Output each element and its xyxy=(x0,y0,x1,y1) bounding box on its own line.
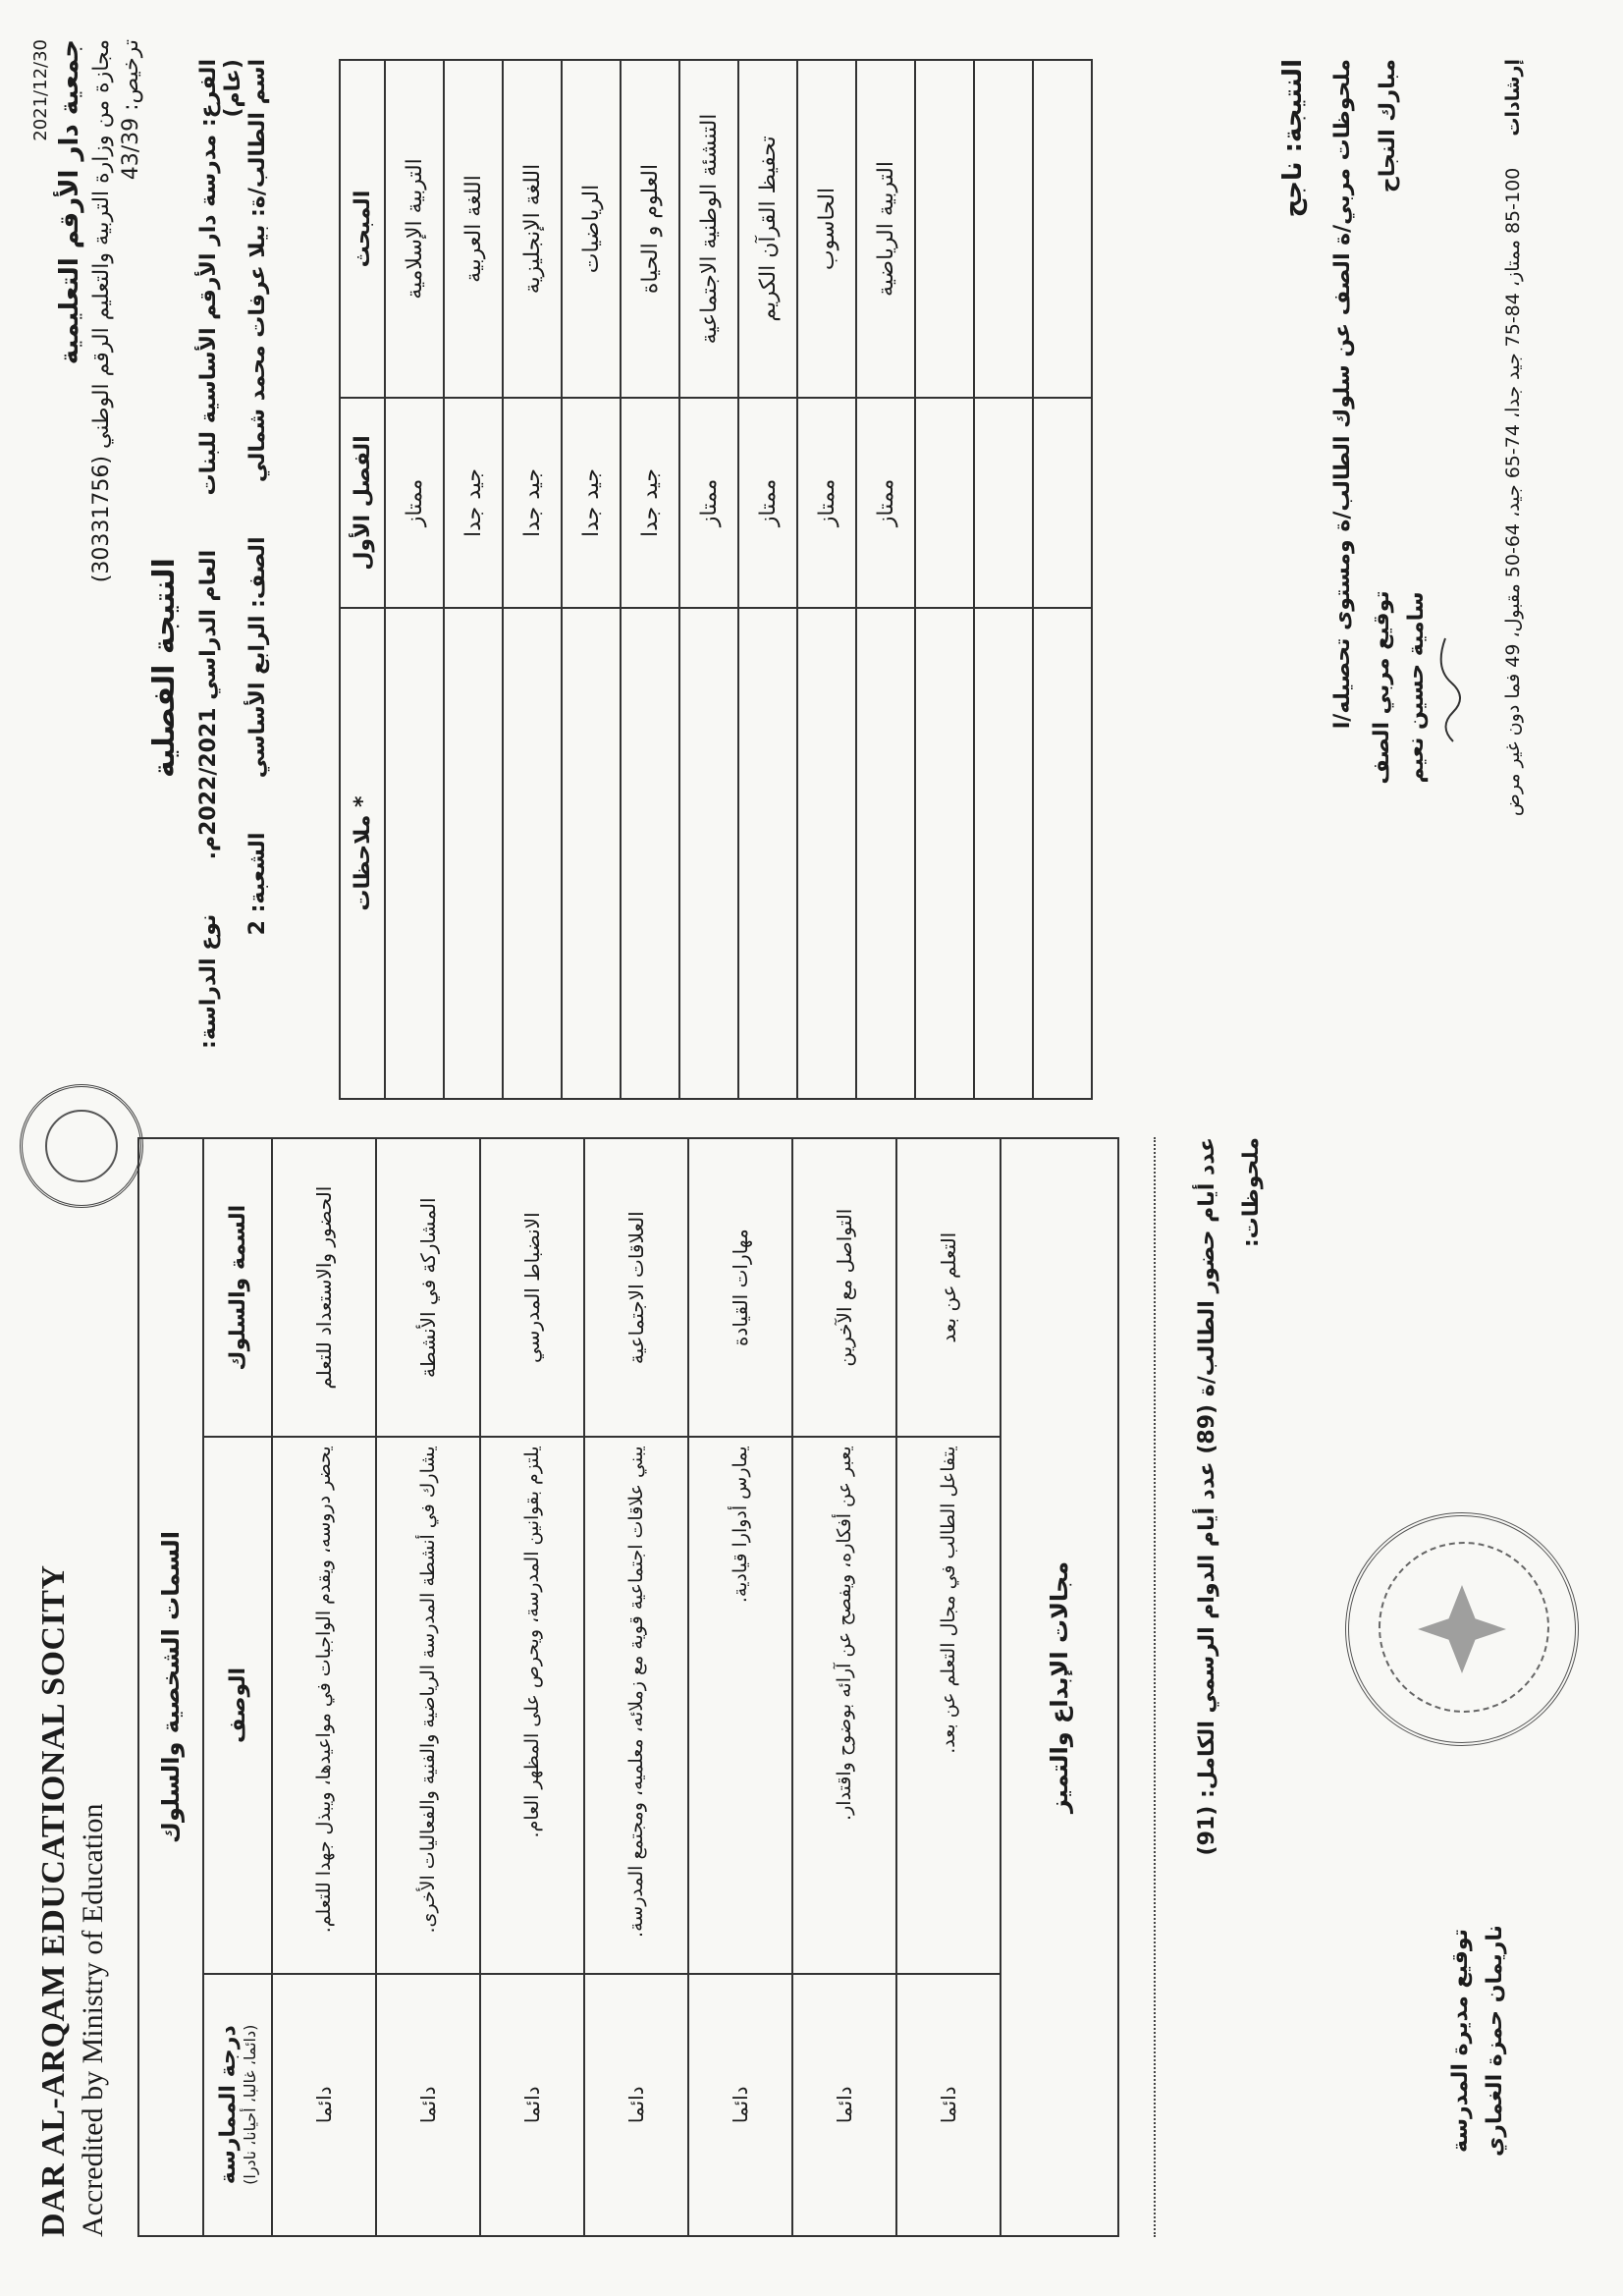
grade-term1: ممتاز xyxy=(797,398,856,608)
grade-row xyxy=(679,60,738,1099)
signature-scribble xyxy=(1434,629,1463,746)
degree-header xyxy=(203,1974,272,2236)
report-title: النتيجة الفصلية xyxy=(147,558,182,778)
term1-header: الفصل الأول xyxy=(340,398,385,608)
grading-scale xyxy=(1502,59,1524,1100)
society-header xyxy=(29,39,146,746)
school-year-line xyxy=(196,59,245,1100)
behavior-table xyxy=(137,1137,1119,2237)
school-stamp xyxy=(1345,1512,1579,1746)
behavior-trait: التواصل مع الآخرين xyxy=(792,1138,896,1437)
attendance-text: عدد أيام حضور الطالب/ة (89) عدد أيام الدوام الرسمي الكامل: (91) xyxy=(1195,1137,1219,1856)
grade-row xyxy=(621,60,679,1099)
grade-subject: التربية الرياضية xyxy=(856,60,915,398)
grade-level: الصف: الرابع الأساسي xyxy=(245,536,270,779)
grade-note xyxy=(679,608,738,1099)
behavior-degree: دائما xyxy=(584,1974,688,2236)
attendance-block xyxy=(1154,1137,1264,2237)
license-line: مجازة من وزارة التربية والتعليم الرقم الوطني (30331756) xyxy=(89,39,115,583)
principal-name: ناريمان حمزة الغماري xyxy=(1483,1925,1508,2157)
behavior-row xyxy=(584,1138,688,2236)
behavior-row xyxy=(688,1138,792,2236)
notes-header: * ملاحظات xyxy=(340,608,385,1099)
grade-subject: اللغة الإنجليزية xyxy=(503,60,562,398)
student-name: اسم الطالب/ة: بيلا عرفات محمد شمالي xyxy=(245,59,270,483)
congrats-text: مبارك النجاح xyxy=(1375,59,1400,193)
behavior-trait: المشاركة في الأنشطة xyxy=(376,1138,480,1437)
behavior-row xyxy=(480,1138,584,2236)
grade-subject: الحاسوب xyxy=(797,60,856,398)
grade-term1: ممتاز xyxy=(679,398,738,608)
behavior-degree: دائما xyxy=(480,1974,584,2236)
grade-row-empty xyxy=(974,60,1033,1099)
behavior-trait: التعلم عن بعد xyxy=(896,1138,1001,1437)
behavior-row xyxy=(792,1138,896,2236)
grade-term1: جيد جدا xyxy=(503,398,562,608)
attendance-notes: ملحوظات: xyxy=(1239,1137,1264,1248)
grade-note xyxy=(444,608,503,1099)
behavior-desc: يحضر دروسه، ويقدم الواجبات في مواعيدها، ويبذل جهدا للتعلم. xyxy=(272,1437,376,1973)
degree-header-sub: (دائما، غالبا، أحيانا، نادرا) xyxy=(241,2024,259,2185)
behavior-row xyxy=(376,1138,480,2236)
grade-term1: جيد جدا xyxy=(562,398,621,608)
grade-subject: التنشئة الوطنية الاجتماعية xyxy=(679,60,738,398)
trait-header: السمة والسلوك xyxy=(203,1138,272,1437)
license-number: ترخيص: 43/39 xyxy=(119,39,144,181)
subject-header: المبحث xyxy=(340,60,385,398)
grade-row-empty xyxy=(1033,60,1092,1099)
behavior-degree: دائما xyxy=(792,1974,896,2236)
behavior-trait: مهارات القيادة xyxy=(688,1138,792,1437)
principal-sign-title: توقيع مديرة المدرسة xyxy=(1448,1929,1473,2153)
principal-signature xyxy=(1443,1893,1512,2188)
grade-note xyxy=(797,608,856,1099)
english-header xyxy=(35,1353,110,2237)
grading-label: إرشادات xyxy=(1502,59,1524,137)
grade-term1: ممتاز xyxy=(385,398,444,608)
result-label: النتيجة: ناجح xyxy=(1278,59,1308,218)
behavior-row xyxy=(272,1138,376,2236)
accredited-line: Accredited by Ministry of Education xyxy=(77,1803,109,2237)
degree-header-title: درجة الممارسة xyxy=(216,2025,241,2185)
behavior-trait: العلاقات الاجتماعية xyxy=(584,1138,688,1437)
teacher-notes-label: ملحوظات مربي/ة الصف عن سلوك الطالب/ة ومستوى تحصيله/ا xyxy=(1329,59,1355,730)
grade-row xyxy=(503,60,562,1099)
grade-note xyxy=(562,608,621,1099)
society-name-ar: جمعية دار الأرقم التعليمية xyxy=(55,39,85,365)
creativity-title: مجالات الإبداع والتميز xyxy=(1001,1138,1118,2236)
grade-subject: التربية الإسلامية xyxy=(385,60,444,398)
grades-header-row xyxy=(340,60,385,1099)
grade-row xyxy=(738,60,797,1099)
school-logo xyxy=(20,1084,143,1208)
behavior-section-title: السمات الشخصية والسلوك xyxy=(138,1138,203,2236)
behavior-desc: يتفاعل الطالب في مجال التعلم عن بعد. xyxy=(896,1437,1001,1973)
teacher-sign-title: توقيع مربي الصف xyxy=(1370,590,1394,785)
student-line xyxy=(245,59,270,1100)
behavior-desc: يشارك في أنشطة المدرسة الرياضية والفنية والفعاليات الأخرى. xyxy=(376,1437,480,1973)
behavior-desc: يلتزم بقوانين المدرسة، ويحرص على المظهر العام. xyxy=(480,1437,584,1973)
grade-subject: اللغة العربية xyxy=(444,60,503,398)
grade-term1: جيد جدا xyxy=(444,398,503,608)
society-name-en: DAR AL-ARQAM EDUCATIONAL SOCITY xyxy=(35,1564,72,2237)
year-label: العام الدراسي xyxy=(196,549,221,700)
behavior-trait: الحضور والاستعداد للتعلم xyxy=(272,1138,376,1437)
grade-note xyxy=(856,608,915,1099)
behavior-degree: دائما xyxy=(688,1974,792,2236)
grade-note xyxy=(385,608,444,1099)
grade-row xyxy=(444,60,503,1099)
school-line: الفرع: مدرسة دار الأرقم الأساسية للبنات xyxy=(196,59,221,496)
behavior-degree: دائما xyxy=(376,1974,480,2236)
grade-note xyxy=(503,608,562,1099)
grade-row xyxy=(856,60,915,1099)
grade-term1: جيد جدا xyxy=(621,398,679,608)
grade-subject: الرياضيات xyxy=(562,60,621,398)
grade-note xyxy=(621,608,679,1099)
grades-table xyxy=(339,59,1093,1100)
grade-row xyxy=(797,60,856,1099)
behavior-desc: يعبر عن أفكاره، ويفصح عن آرائه بوضوح واقتدار. xyxy=(792,1437,896,1973)
grade-subject: تحفيظ القرآن الكريم xyxy=(738,60,797,398)
year-value: 2022/2021م. xyxy=(196,707,221,860)
grade-note xyxy=(738,608,797,1099)
behavior-desc: يبني علاقات اجتماعية قوية مع زملائه، معلميه، ومجتمع المدرسة. xyxy=(584,1437,688,1973)
grade-subject: العلوم و الحياة xyxy=(621,60,679,398)
behavior-header-row xyxy=(203,1138,272,2236)
teacher-signature xyxy=(1365,530,1475,845)
grade-term1: ممتاز xyxy=(738,398,797,608)
section-number: الشعبة: 2 xyxy=(245,832,270,936)
behavior-trait: الانضباط المدرسي xyxy=(480,1138,584,1437)
desc-header: الوصف xyxy=(203,1437,272,1973)
header-date: 2021/12/30 xyxy=(30,39,51,141)
grade-row-empty xyxy=(915,60,974,1099)
study-type: نوع الدراسة: (عام) xyxy=(196,59,245,1049)
behavior-degree: دائما xyxy=(896,1974,1001,2236)
teacher-name: سامية حسين نعيم xyxy=(1404,591,1430,784)
grade-term1: ممتاز xyxy=(856,398,915,608)
behavior-row xyxy=(896,1138,1001,2236)
grading-text: 100-85 ممتاز، 84-75 جيد جدا، 74-65 جيد، 64-50 مقبول، 49 فما دون غير مرض xyxy=(1502,167,1524,817)
grade-row xyxy=(385,60,444,1099)
behavior-degree: دائما xyxy=(272,1974,376,2236)
behavior-desc: يمارس أدوارا قيادية. xyxy=(688,1437,792,1973)
grade-row xyxy=(562,60,621,1099)
